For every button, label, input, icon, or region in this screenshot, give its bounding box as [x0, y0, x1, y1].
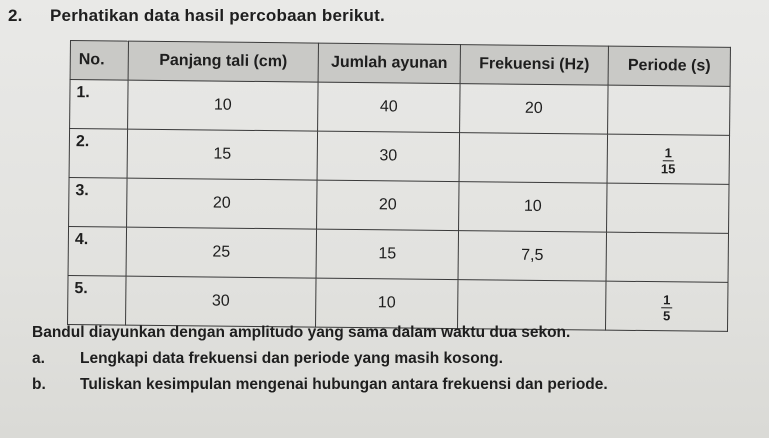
experiment-data-table [67, 40, 731, 332]
cell-panjang: 10 [128, 80, 319, 131]
question-title: Perhatikan data hasil percobaan berikut. [50, 6, 385, 25]
cell-no: 4. [68, 226, 127, 276]
cell-panjang: 25 [126, 227, 317, 278]
table-row [68, 226, 728, 282]
cell-periode [605, 281, 728, 331]
cell-no: 3. [69, 177, 128, 227]
table-header-row [70, 41, 730, 87]
intro-statement: Bandul diayunkan dengan amplitudo yang sama dalam waktu dua sekon. [32, 324, 571, 341]
cell-jumlah: 40 [318, 82, 461, 132]
fraction-periode [659, 146, 678, 175]
header-no: No. [70, 41, 128, 81]
fraction-denominator: 5 [662, 307, 671, 323]
cell-no: 2. [69, 129, 128, 179]
sub-question-b-letter: b. [32, 376, 46, 393]
cell-frekuensi [459, 133, 608, 184]
cell-jumlah: 30 [317, 131, 460, 181]
cell-periode [607, 134, 730, 184]
fraction-numerator: 1 [661, 293, 672, 308]
fraction-numerator: 1 [663, 146, 674, 161]
cell-frekuensi: 7,5 [458, 231, 607, 282]
sub-question-a-text: Lengkapi data frekuensi dan periode yang masih kosong. [80, 350, 503, 367]
table-row [69, 177, 729, 233]
fraction-denominator: 15 [660, 160, 676, 176]
cell-panjang: 30 [126, 276, 317, 327]
cell-jumlah: 20 [317, 180, 460, 230]
cell-jumlah: 10 [316, 278, 459, 328]
sub-question-a [32, 350, 503, 368]
question-header [8, 6, 385, 26]
cell-jumlah: 15 [316, 229, 459, 279]
cell-frekuensi [457, 280, 606, 331]
cell-frekuensi: 10 [459, 182, 608, 233]
sub-question-b-text: Tuliskan kesimpulan mengenai hubungan antara frekuensi dan periode. [80, 376, 608, 393]
table-row [70, 80, 730, 136]
sub-question-a-letter: a. [32, 350, 45, 367]
cell-periode [606, 232, 729, 282]
data-table-wrapper [67, 40, 730, 323]
header-periode: Periode (s) [608, 46, 730, 86]
cell-periode [608, 85, 731, 135]
question-number: 2. [8, 6, 23, 25]
header-frekuensi: Frekuensi (Hz) [460, 45, 608, 86]
cell-panjang: 20 [127, 178, 318, 229]
table-row [69, 129, 729, 185]
cell-frekuensi: 20 [460, 84, 609, 135]
cell-no: 5. [68, 275, 127, 325]
table-row [68, 275, 728, 331]
header-panjang-tali: Panjang tali (cm) [128, 41, 318, 82]
cell-periode [607, 183, 730, 233]
cell-panjang: 15 [127, 129, 318, 180]
fraction-periode [661, 293, 673, 322]
header-jumlah-ayunan: Jumlah ayunan [318, 43, 460, 83]
sub-question-b [32, 376, 608, 394]
cell-no: 1. [70, 80, 129, 130]
